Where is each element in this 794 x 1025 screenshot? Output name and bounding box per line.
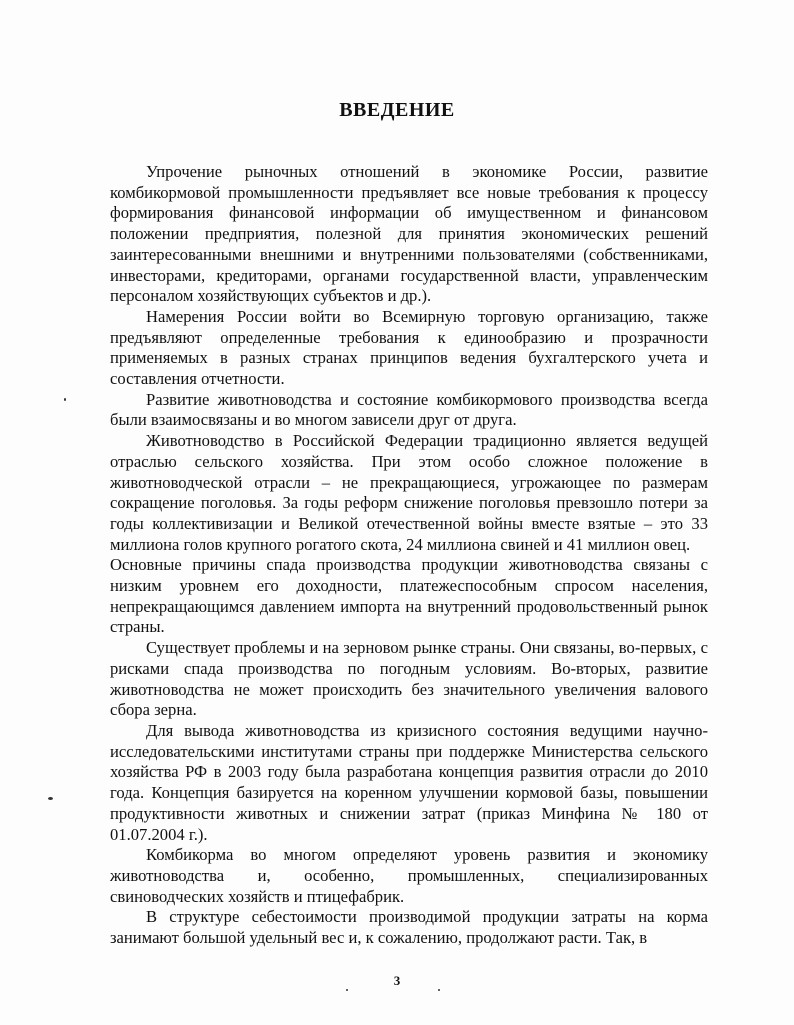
scan-speck	[48, 797, 53, 800]
page-number: 3	[393, 973, 401, 988]
paragraph: Намерения России войти во Всемирную торговую организацию, также предъявляют определенные требования к единообразию и прозрачности применяемых в разных странах принципов ведения бухгалтерского учета и составления отчетности.	[110, 306, 708, 389]
scan-speck	[438, 989, 440, 991]
scan-speck	[346, 989, 348, 991]
paragraph: Основные причины спада производства продукции животноводства связаны с низким уровнем его доходности, платежеспособным спросом населения, непрекращающимся давлением импорта на внутренний продовольственный рынок страны.	[110, 555, 708, 637]
paragraph: Комбикорма во многом определяют уровень развития и экономику животноводства и, особенно, промышленных, специализированных свиноводческих хозяйств и птицефабрик.	[110, 845, 708, 906]
page-title: ВВЕДЕНИЕ	[339, 99, 455, 121]
scan-speck	[64, 398, 66, 401]
paragraph: В структуре себестоимости производимой продукции затраты на корма занимают большой удельный вес и, к сожалению, продолжают расти. Так, в	[110, 907, 708, 948]
paragraph: Животноводство в Российской Федерации традиционно является ведущей отраслью сельского хозяйства. При этом особо сложное положение в животноводческой отрасли – не прекращающиеся, угрожающее по размерам сокращение поголовья. За годы реформ снижение поголовья превзошло потери за годы коллективизации и Великой отечественной войны вместе взятые – это 33 миллиона голов крупного рогатого скота, 24 миллиона свиней и 41 миллион овец.	[110, 431, 708, 554]
paragraph: Развитие животноводства и состояние комбикормового производства всегда были взаимосвязаны и во многом зависели друг от друга.	[110, 389, 708, 430]
body-text	[110, 162, 708, 949]
paragraph: Существует проблемы и на зерновом рынке страны. Они связаны, во-первых, с рисками спада производства по погодным условиям. Во-вторых, развитие животноводства не может происходить без значительного увеличения валового сбора зерна.	[110, 638, 708, 720]
paragraph: Упрочение рыночных отношений в экономике России, развитие комбикормовой промышленности предъявляет все новые требования к процессу формирования финансовой информации об имущественном и финансовом положении предприятия, полезной для принятия экономических решений заинтересованными внешними и внутренними пользователями (собственниками, инвесторами, кредиторами, органами государственной власти, управленческим персоналом хозяйствующих субъектов и др.).	[110, 162, 708, 306]
paragraph: Для вывода животноводства из кризисного состояния ведущими научно-исследовательскими институтами страны при поддержке Министерства сельского хозяйства РФ в 2003 году была разработана концепция развития отрасли до 2010 года. Концепция базируется на коренном улучшении кормовой базы, повышении продуктивности животных и снижении затрат (приказ Минфина № 180 от 01.07.2004 г.).	[110, 720, 708, 844]
